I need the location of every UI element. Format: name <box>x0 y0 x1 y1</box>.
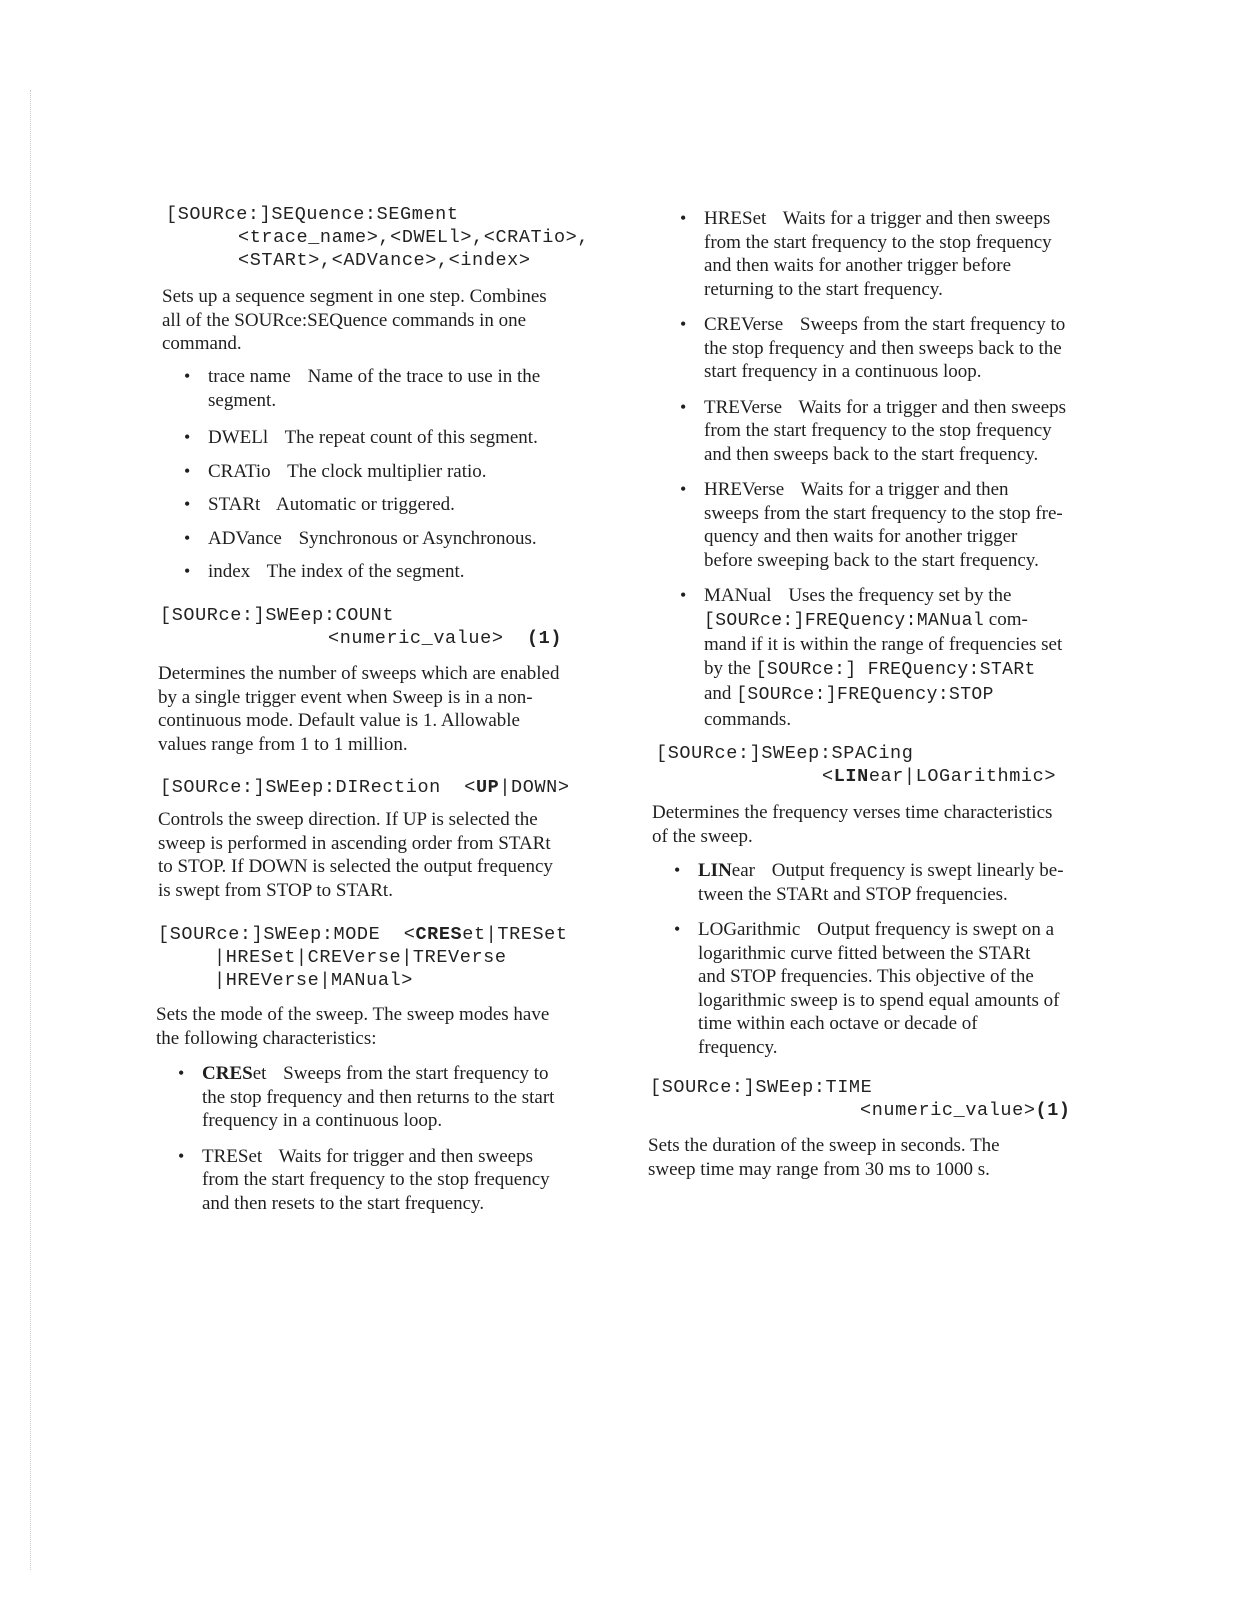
list-item: • ADVance Synchronous or Asynchronous. <box>184 527 537 549</box>
mode-desc: from the start frequency to the stop frequency <box>704 420 1052 441</box>
spacing-term-bold: LIN <box>698 860 732 881</box>
param-desc: The clock multiplier ratio. <box>287 460 487 482</box>
mode-term: TRESet <box>202 1145 263 1167</box>
mode-desc: Waits for a trigger and then sweeps <box>798 396 1067 418</box>
spacing-desc: and STOP frequencies. This objective of the <box>698 966 1034 987</box>
direction-desc-line: to STOP. If DOWN is selected the output frequency <box>158 856 553 877</box>
segment-desc-line: all of the SOURce:SEQuence commands in one <box>162 309 527 331</box>
count-desc-line: continuous mode. Default value is 1. Allowable <box>158 710 520 731</box>
spacing-command-default: LIN <box>833 766 869 787</box>
param-desc: segment. <box>208 389 277 411</box>
list-item: • index The index of the segment. <box>184 561 465 582</box>
mode-desc: commands. <box>704 708 792 730</box>
param-desc: Automatic or triggered. <box>276 494 455 515</box>
spacing-term-rest: ear <box>731 860 755 881</box>
list-item: • CREVerse Sweeps from the start frequency to the stop frequency and then sweeps back to the start frequency in a continuous loop. <box>680 314 1066 382</box>
spacing-command-syntax <box>656 742 1056 788</box>
mode-desc: Sweeps from the start frequency to <box>799 314 1066 335</box>
mode-desc: mand if it is within the range of frequencies set <box>704 634 1063 655</box>
time-command-default: (1) <box>1035 1100 1071 1121</box>
mode-desc: start frequency in a continuous loop. <box>704 361 982 382</box>
mode-command-line-3: |HREVerse|MANual> <box>214 970 413 991</box>
list-item: • trace name Name of the trace to use in the segment. <box>184 366 541 411</box>
direction-command-suffix: |DOWN> <box>499 777 570 798</box>
mode-term: HREVerse <box>704 479 785 500</box>
spacing-desc: time within each octave or decade of <box>698 1013 978 1034</box>
time-command-argument: <numeric_value> <box>860 1100 1036 1121</box>
spacing-desc-line: Determines the frequency verses time characteristics <box>652 802 1053 823</box>
mode-command-suffix: et|TRESet <box>462 924 568 945</box>
spacing-command-open: < <box>822 766 834 787</box>
count-command-argument: <numeric_value> <box>328 628 504 649</box>
param-desc: Name of the trace to use in the <box>307 366 541 387</box>
spacing-desc-line: of the sweep. <box>652 825 753 847</box>
list-item: • CRESet Sweeps from the start frequency to the stop frequency and then returns to the start frequency in a continuous loop. <box>178 1063 555 1131</box>
time-command-syntax <box>650 1076 1071 1122</box>
manual-frequency-command: [SOURce:]FREQuency:MANual <box>704 610 985 631</box>
spacing-term: LOGarithmic <box>698 919 801 940</box>
count-desc-line: by a single trigger event when Sweep is in a non- <box>158 686 533 708</box>
list-item: • LOGarithmic Output frequency is swept on a logarithmic curve fitted between the STARt and STOP frequencies. This objective of the logarithmic sweep is to spend equal amounts of time within each octave or decade of frequency. <box>674 919 1060 1058</box>
segment-parameter-list <box>184 365 628 584</box>
count-command-syntax <box>160 604 562 650</box>
mode-term-bold: CRES <box>202 1063 253 1084</box>
spacing-desc: Output frequency is swept on a <box>817 919 1055 940</box>
spacing-desc: Output frequency is swept linearly be- <box>771 860 1064 881</box>
spacing-desc: logarithmic curve fitted between the STARt <box>698 942 1031 964</box>
mode-desc: before sweeping back to the start frequency. <box>704 549 1039 571</box>
mode-command-syntax <box>158 923 568 992</box>
param-desc: The repeat count of this segment. <box>284 427 538 448</box>
mode-description <box>156 1003 549 1050</box>
direction-desc-line: Controls the sweep direction. If UP is selected the <box>158 809 538 830</box>
mode-term: HRESet <box>704 208 767 229</box>
count-desc-line: Determines the number of sweeps which are enabled <box>158 663 560 684</box>
count-command-line-1: [SOURce:]SWEep:COUNt <box>160 605 395 626</box>
mode-list-right <box>680 207 1129 731</box>
mode-term: MANual <box>704 585 772 606</box>
direction-desc-line: sweep is performed in ascending order from STARt <box>158 832 551 854</box>
mode-desc: from the start frequency to the stop frequency <box>704 231 1052 253</box>
segment-command-syntax <box>166 203 589 272</box>
mode-list-left <box>178 1062 632 1215</box>
segment-command-line-3: <STARt>,<ADVance>,<index> <box>238 250 531 271</box>
mode-command-line-2: |HRESet|CREVerse|TREVerse <box>214 947 507 968</box>
mode-desc: returning to the start frequency. <box>704 278 943 300</box>
mode-desc: Sweeps from the start frequency to <box>283 1063 549 1084</box>
param-term: trace name <box>208 366 291 387</box>
param-term: index <box>208 561 251 582</box>
direction-command-prefix: [SOURce:]SWEep:DIRection < <box>160 777 476 798</box>
mode-desc: Waits for a trigger and then <box>800 479 1009 500</box>
param-desc: Synchronous or Asynchronous. <box>298 527 537 549</box>
list-item: • TREVerse Waits for a trigger and then sweeps from the start frequency to the stop frequency and then sweeps back to the start frequency. <box>680 396 1067 465</box>
segment-desc-line: Sets up a sequence segment in one step. Combines <box>162 286 547 307</box>
list-item: • HREVerse Waits for a trigger and then sweeps from the start frequency to the stop fre- quency and then waits for another trigger before sweeping back to the start frequency. <box>680 479 1063 571</box>
direction-description <box>158 808 553 902</box>
spacing-list <box>674 859 1128 1059</box>
time-desc-line: sweep time may range from 30 ms to 1000 s. <box>648 1158 990 1180</box>
segment-command-line-2: <trace_name>,<DWELl>,<CRATio>, <box>238 227 590 248</box>
mode-command-prefix: [SOURce:]SWEep:MODE < <box>158 924 416 945</box>
param-term: CRATio <box>208 460 271 482</box>
mode-term: CREVerse <box>704 314 784 335</box>
mode-term: TREVerse <box>704 396 783 418</box>
param-term: ADVance <box>208 527 282 549</box>
list-item: • TRESet Waits for trigger and then sweeps from the start frequency to the stop frequency and then resets to the start frequency. <box>178 1145 550 1214</box>
direction-desc-line: is swept from STOP to STARt. <box>158 879 393 901</box>
list-item: • CRATio The clock multiplier ratio. <box>184 460 487 482</box>
count-command-default: (1) <box>526 628 563 649</box>
mode-desc: by the <box>704 657 756 679</box>
time-description <box>648 1134 1000 1181</box>
mode-desc: from the start frequency to the stop frequency <box>202 1169 550 1190</box>
mode-desc: Waits for a trigger and then sweeps <box>782 208 1051 229</box>
direction-command-default: UP <box>475 777 500 798</box>
mode-desc: sweeps from the start frequency to the stop fre- <box>704 502 1063 524</box>
list-item: • MANual Uses the frequency set by the [SOURce:]FREQuency:MANual com- mand if it is within the range of frequencies set by the [SOURce:] FREQuency:STARt and [SOURce:]FREQuency:STOP commands. <box>680 585 1063 730</box>
segment-description <box>162 285 547 356</box>
direction-command-syntax <box>160 776 570 799</box>
list-item: • LINear Output frequency is swept linearly be- tween the STARt and STOP frequencies. <box>674 860 1064 905</box>
mode-desc-line: Sets the mode of the sweep. The sweep modes have <box>156 1004 550 1025</box>
mode-command-default: CRES <box>415 924 463 945</box>
mode-term-rest: et <box>252 1063 267 1084</box>
spacing-command-line-1: [SOURce:]SWEep:SPACing <box>656 743 914 764</box>
mode-desc: Waits for trigger and then sweeps <box>278 1145 533 1167</box>
spacing-description <box>652 801 1052 848</box>
spacing-desc: logarithmic sweep is to spend equal amounts of <box>698 989 1060 1011</box>
count-desc-line: values range from 1 to 1 million. <box>158 733 408 755</box>
mode-desc: com- <box>984 608 1028 630</box>
scanned-page-edge <box>30 90 41 1570</box>
segment-desc-line: command. <box>162 333 242 354</box>
list-item: • STARt Automatic or triggered. <box>184 494 455 515</box>
time-desc-line: Sets the duration of the sweep in seconds. The <box>648 1135 1000 1156</box>
mode-desc: and <box>704 683 737 704</box>
spacing-command-suffix: ear|LOGarithmic> <box>868 766 1057 787</box>
spacing-desc: frequency. <box>698 1036 778 1058</box>
mode-desc: frequency in a continuous loop. <box>202 1110 443 1131</box>
count-description <box>158 662 560 756</box>
mode-desc: quency and then waits for another trigger <box>704 526 1018 547</box>
param-term: DWELl <box>208 427 269 448</box>
mode-desc: Uses the frequency set by the <box>788 585 1012 606</box>
mode-desc-line: the following characteristics: <box>156 1027 377 1049</box>
mode-desc: the stop frequency and then sweeps back to the <box>704 337 1062 359</box>
spacing-desc: tween the STARt and STOP frequencies. <box>698 883 1008 905</box>
segment-command-line-1: [SOURce:]SEQuence:SEGment <box>166 204 459 225</box>
mode-desc: and then waits for another trigger before <box>704 255 1012 276</box>
list-item: • HRESet Waits for a trigger and then sweeps from the start frequency to the stop frequency and then waits for another trigger before returning to the start frequency. <box>680 208 1052 300</box>
param-term: STARt <box>208 494 261 515</box>
start-frequency-command: [SOURce:] FREQuency:STARt <box>755 659 1036 680</box>
mode-desc: and then sweeps back to the start frequency. <box>704 443 1039 465</box>
time-command-line-1: [SOURce:]SWEep:TIME <box>650 1077 873 1098</box>
mode-desc: and then resets to the start frequency. <box>202 1192 485 1214</box>
stop-frequency-command: [SOURce:]FREQuency:STOP <box>736 685 994 705</box>
list-item: • DWELl The repeat count of this segment. <box>184 427 538 448</box>
param-desc: The index of the segment. <box>266 561 465 582</box>
mode-desc: the stop frequency and then returns to the start <box>202 1086 555 1108</box>
